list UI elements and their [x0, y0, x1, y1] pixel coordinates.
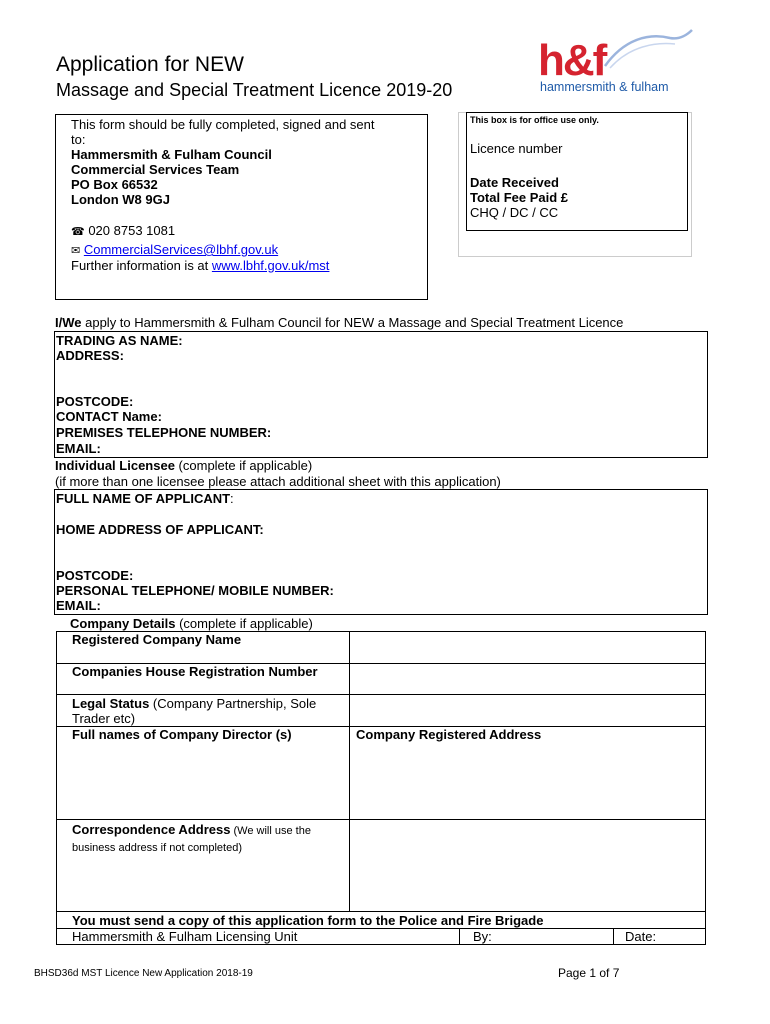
divider [613, 928, 614, 944]
phone-number: 020 8753 1081 [88, 223, 176, 238]
application-statement [55, 315, 623, 330]
premises-details-box[interactable] [54, 331, 708, 458]
table-row [57, 727, 706, 820]
company-heading [70, 616, 313, 631]
statement-text: apply to Hammersmith & Fulham Council for NEW a Massage and Special Treatment Licence [81, 315, 624, 330]
legal-status-rest: (Company Partnership, Sole Trader etc) [72, 696, 317, 726]
police-notice-box [56, 911, 706, 945]
correspondence-bold: Correspondence Address [72, 822, 231, 837]
correspondence-rest: (We will use the business address if not completed) [72, 825, 311, 854]
org-name: Hammersmith & Fulham Council [71, 147, 272, 162]
email-line [71, 242, 278, 259]
correspondence-label [57, 820, 350, 912]
send-intro-cont: to: [71, 132, 86, 147]
personal-phone-field: PERSONAL TELEPHONE/ MOBILE NUMBER: [56, 583, 334, 598]
full-name-colon: : [230, 491, 234, 506]
info-line [71, 258, 329, 273]
correspondence-input[interactable] [350, 820, 706, 912]
table-row [57, 632, 706, 664]
website-link[interactable]: www.lbhf.gov.uk/mst [211, 258, 330, 273]
page-subtitle: Massage and Special Treatment Licence 2019-20 [56, 80, 453, 100]
directors-field[interactable]: Full names of Company Director (s) [57, 727, 350, 820]
office-box-heading: This box is for office use only. [470, 115, 599, 125]
send-to-box [55, 114, 428, 300]
reg-number-input[interactable] [350, 664, 706, 695]
by-field[interactable]: By: [473, 929, 492, 944]
applicant-pronoun: I/We [55, 315, 82, 330]
registered-name-label: Registered Company Name [57, 632, 350, 664]
premises-phone-field: PREMISES TELEPHONE NUMBER: [56, 425, 272, 440]
table-row [57, 664, 706, 695]
individual-postcode-field: POSTCODE: [56, 568, 134, 583]
table-row [57, 695, 706, 727]
reg-number-label: Companies House Registration Number [57, 664, 350, 695]
individual-note: (if more than one licensee please attach additional sheet with this application) [55, 474, 501, 489]
send-intro: This form should be fully completed, signed and sent [71, 117, 375, 132]
registered-address-field[interactable]: Company Registered Address [350, 727, 706, 820]
logo-subtext: hammersmith & fulham [540, 80, 669, 94]
total-fee-label: Total Fee Paid £ [470, 190, 569, 205]
date-received-label: Date Received [470, 175, 559, 190]
info-prefix: Further information is at [71, 258, 212, 273]
individual-email-field: EMAIL: [56, 598, 101, 613]
licence-number-label: Licence number [470, 141, 563, 156]
email-link[interactable]: CommercialServices@lbhf.gov.uk [83, 242, 279, 257]
logo: h&f [538, 36, 606, 85]
legal-status-input[interactable] [350, 695, 706, 727]
individual-heading [55, 458, 312, 473]
office-use-box [466, 112, 688, 231]
envelope-icon: ✉ [71, 245, 81, 257]
contact-name-field: CONTACT Name: [56, 409, 162, 424]
divider [459, 928, 460, 944]
company-details-table [56, 631, 706, 912]
legal-status-bold: Legal Status [72, 696, 150, 711]
page-number: Page 1 of 7 [558, 966, 620, 980]
police-notice: You must send a copy of this application form to the Police and Fire Brigade [72, 913, 544, 928]
payment-methods: CHQ / DC / CC [470, 205, 559, 220]
trading-name-field: TRADING AS NAME: [56, 333, 183, 348]
premises-email-field: EMAIL: [56, 441, 101, 456]
full-name-label: FULL NAME OF APPLICANT [56, 491, 231, 506]
licensing-unit: Hammersmith & Fulham Licensing Unit [72, 929, 298, 944]
legal-status-label [57, 695, 350, 727]
individual-heading-rest: (complete if applicable) [174, 458, 313, 473]
company-heading-bold: Company Details [70, 616, 176, 631]
team-name: Commercial Services Team [71, 162, 240, 177]
footer-ref: BHSD36d MST Licence New Application 2018-19 [34, 968, 253, 979]
phone-line [71, 223, 175, 240]
individual-heading-bold: Individual Licensee [55, 458, 175, 473]
home-address-field: HOME ADDRESS OF APPLICANT: [56, 522, 264, 537]
page-title: Application for NEW [56, 53, 244, 76]
date-field[interactable]: Date: [625, 929, 657, 944]
registered-name-input[interactable] [350, 632, 706, 664]
logo-swirl-icon [600, 28, 695, 78]
postcode-field: POSTCODE: [56, 394, 134, 409]
full-name-field [56, 491, 234, 506]
address-field: ADDRESS: [56, 348, 124, 363]
phone-icon: ☎ [71, 226, 85, 238]
table-row [57, 820, 706, 912]
individual-details-box[interactable] [54, 489, 708, 615]
po-box: PO Box 66532 [71, 177, 158, 192]
city: London W8 9GJ [71, 192, 170, 207]
company-heading-rest: (complete if applicable) [175, 616, 313, 631]
